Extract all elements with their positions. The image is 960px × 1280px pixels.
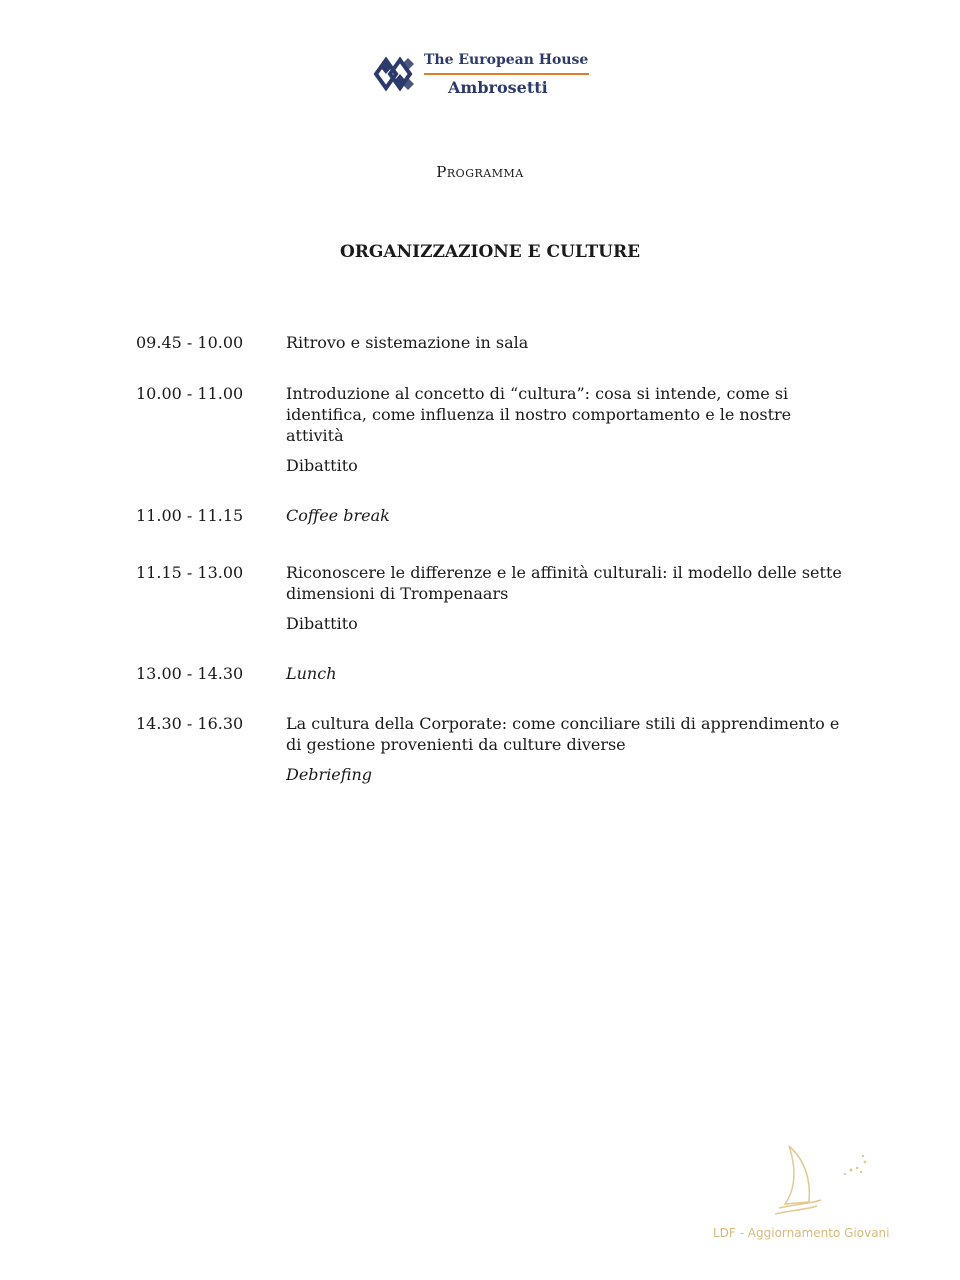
schedule-time: 09.45 - 10.00	[136, 333, 244, 352]
logo-line-1: The European House	[424, 52, 589, 68]
company-logo	[372, 52, 602, 102]
schedule-time: 11.00 - 11.15	[136, 506, 244, 525]
logo-divider	[424, 73, 589, 75]
schedule-description-block	[286, 562, 846, 634]
sailboat-icon	[775, 1140, 875, 1220]
schedule-time: 14.30 - 16.30	[136, 714, 244, 733]
schedule-note: Debriefing	[286, 765, 372, 784]
schedule-description: Lunch	[286, 664, 337, 683]
schedule-description: La cultura della Corporate: come conciliare stili di apprendimento e di gestione provenienti da culture diverse	[286, 714, 840, 754]
schedule-description: Introduzione al concetto di “cultura”: cosa si intende, come si identifica, come influenza il nostro comportamento e le nostre attività	[286, 384, 792, 445]
schedule-time: 10.00 - 11.00	[136, 384, 244, 403]
schedule-description: Riconoscere le differenze e le affinità culturali: il modello delle sette dimensioni di Trompenaars	[286, 563, 842, 603]
logo-mark-icon	[372, 54, 418, 94]
schedule-description: Coffee break	[286, 506, 390, 525]
page-title: ORGANIZZAZIONE E CULTURE	[339, 242, 641, 262]
footer-text: LDF - Aggiornamento Giovani	[713, 1226, 890, 1240]
logo-line-2: Ambrosetti	[448, 78, 548, 97]
schedule-description-block	[286, 383, 846, 476]
schedule-description-block	[286, 713, 846, 785]
schedule-note: Dibattito	[286, 456, 358, 475]
schedule-time: 11.15 - 13.00	[136, 563, 244, 582]
footer-brand	[713, 1140, 913, 1250]
schedule-note: Dibattito	[286, 614, 358, 633]
schedule-description: Ritrovo e sistemazione in sala	[286, 333, 529, 352]
schedule-time: 13.00 - 14.30	[136, 664, 244, 683]
section-label: Programma	[436, 163, 524, 181]
